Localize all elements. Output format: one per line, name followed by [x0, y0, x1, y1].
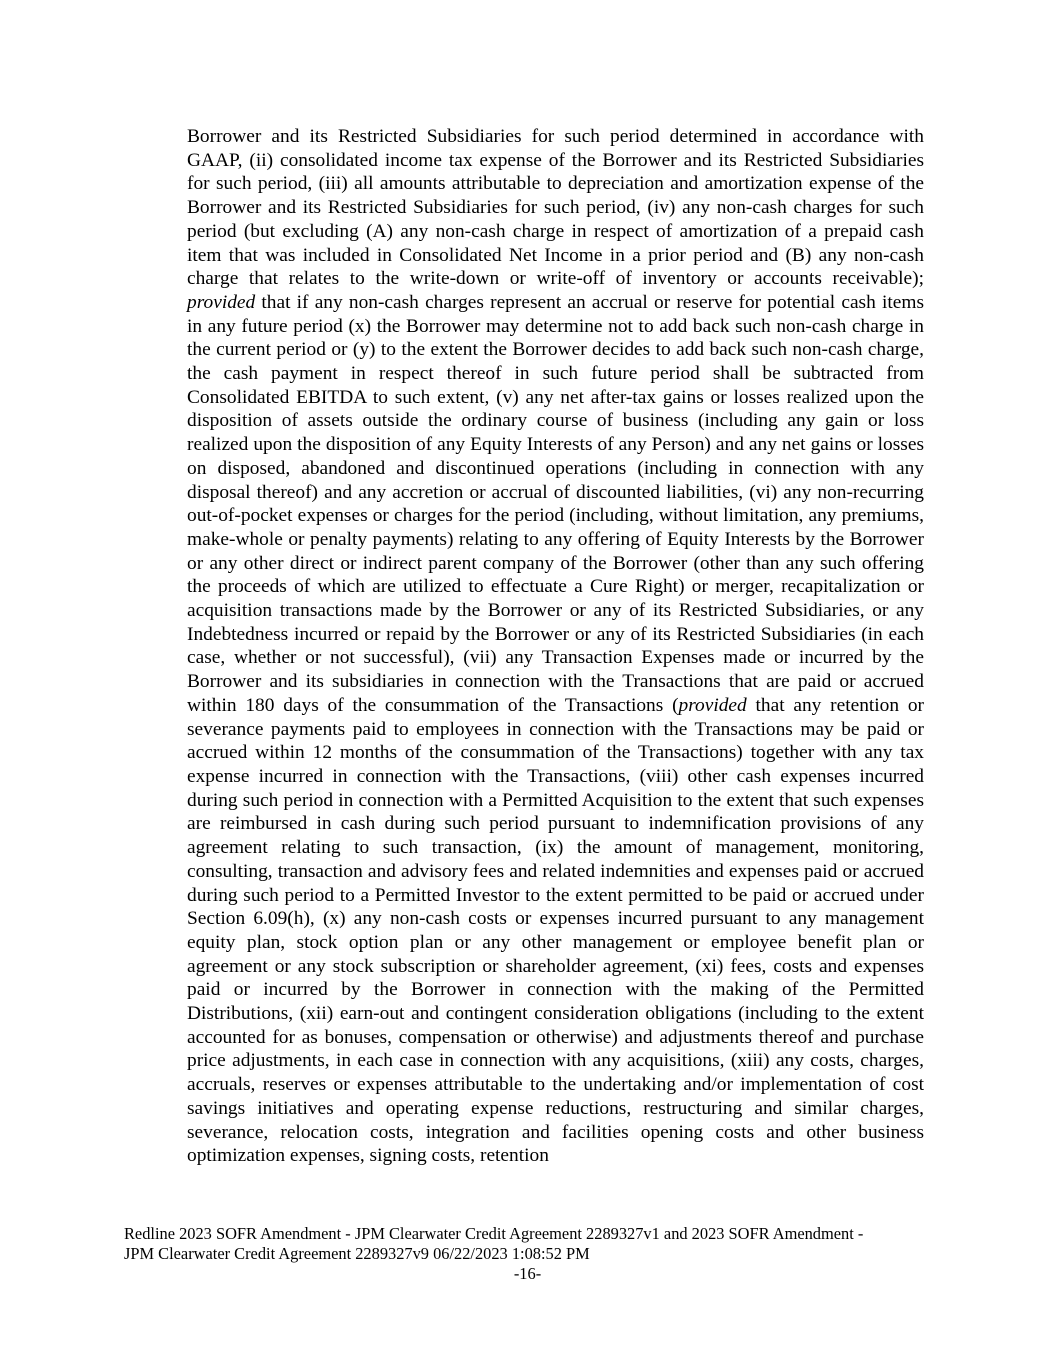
body-text-segment: that any retention or severance payments paid to employees in connection with the Transactions may be paid or accrued within 12 months of the consummation of the Transactions) together with any tax expense incurred in connection with the Transactions, (viii) other cash expenses incurred during such period in connection with a Permitted Acquisition to the extent that such expenses are reimbursed in cash during such period pursuant to indemnification provisions of any agreement relating to such transaction, (ix) the amount of management, monitoring, consulting, transaction and advisory fees and related indemnities and expenses paid or accrued during such period to a Permitted Investor to the extent permitted to be paid or accrued under Section 6.09(h), (x) any non-cash costs or expenses incurred pursuant to any management equity plan, stock option plan or any other management or employee benefit plan or agreement or any stock subscription or shareholder agreement, (xi) fees, costs and expenses paid or incurred by the Borrower in connection with the making of the Permitted Distributions, (xii) earn-out and contingent consideration obligations (including to the extent accounted for as bonuses, compensation or otherwise) and adjustments thereof and purchase price adjustments, in each case in connection with any acquisitions, (xiii) any costs, charges, accruals, reserves or expenses attributable to the undertaking and/or implementation of cost savings initiatives and operating expense reductions, restructuring and similar charges, severance, relocation costs, integration and facilities opening costs and other business optimization expenses, signing costs, retention: [187, 694, 924, 1167]
footer-line-2: JPM Clearwater Credit Agreement 2289327v9 06/22/2023 1:08:52 PM: [124, 1243, 590, 1263]
provided-term: provided: [678, 694, 747, 716]
provided-term: provided: [187, 291, 256, 313]
body-text-segment: Borrower and its Restricted Subsidiaries for such period determined in accordance with GAAP, (ii) consolidated income tax expense of the Borrower and its Restricted Subsidiaries for such period, (iii) all amounts attributable to depreciation and amortization expense of the Borrower and its Restricted Subsidiaries for such period, (iv) any non-cash charges for such period (but excluding (A) any non-cash charge in respect of amortization of a prepaid cash item that was included in Consolidated Net Income in a prior period and (B) any non-cash charge that relates to the write-down or write-off of inventory or accounts receivable);: [187, 126, 924, 290]
footer: [124, 1224, 924, 1263]
body-text-segment: that if any non-cash charges represent an accrual or reserve for potential cash items in any future period (x) the Borrower may determine not to add back such non-cash charge in the current period or (y) to the extent the Borrower decides to add back such non-cash charge, the cash payment in respect thereof in such future period shall be subtracted from Consolidated EBITDA to such extent, (v) any net after-tax gains or losses realized upon the disposition of assets outside the ordinary course of business (including any gain or loss realized upon the disposition of any Equity Interests of any Person) and any net gains or losses on disposed, abandoned and discontinued operations (including in connection with any disposal thereof) and any accretion or accrual of discounted liabilities, (vi) any non-recurring out-of-pocket expenses or charges for the period (including, without limitation, any premiums, make-whole or penalty payments) relating to any offering of Equity Interests by the Borrower or any other direct or indirect parent company of the Borrower (other than any such offering the proceeds of which are utilized to effectuate a Cure Right) or merger, recapitalization or acquisition transactions made by the Borrower or any of its Restricted Subsidiaries, or any Indebtedness incurred or repaid by the Borrower or any of its Restricted Subsidiaries (in each case, whether or not successful), (vii) any Transaction Expenses made or incurred by the Borrower and its subsidiaries in connection with the Transactions that are paid or accrued within 180 days of the consummation of the Transactions (: [187, 291, 924, 716]
body-paragraph: [187, 125, 924, 1168]
page-number: -16-: [513, 1264, 542, 1283]
footer-line-1: Redline 2023 SOFR Amendment - JPM Clearwater Credit Agreement 2289327v1 and 2023 SOFR Amendment -: [124, 1224, 864, 1243]
